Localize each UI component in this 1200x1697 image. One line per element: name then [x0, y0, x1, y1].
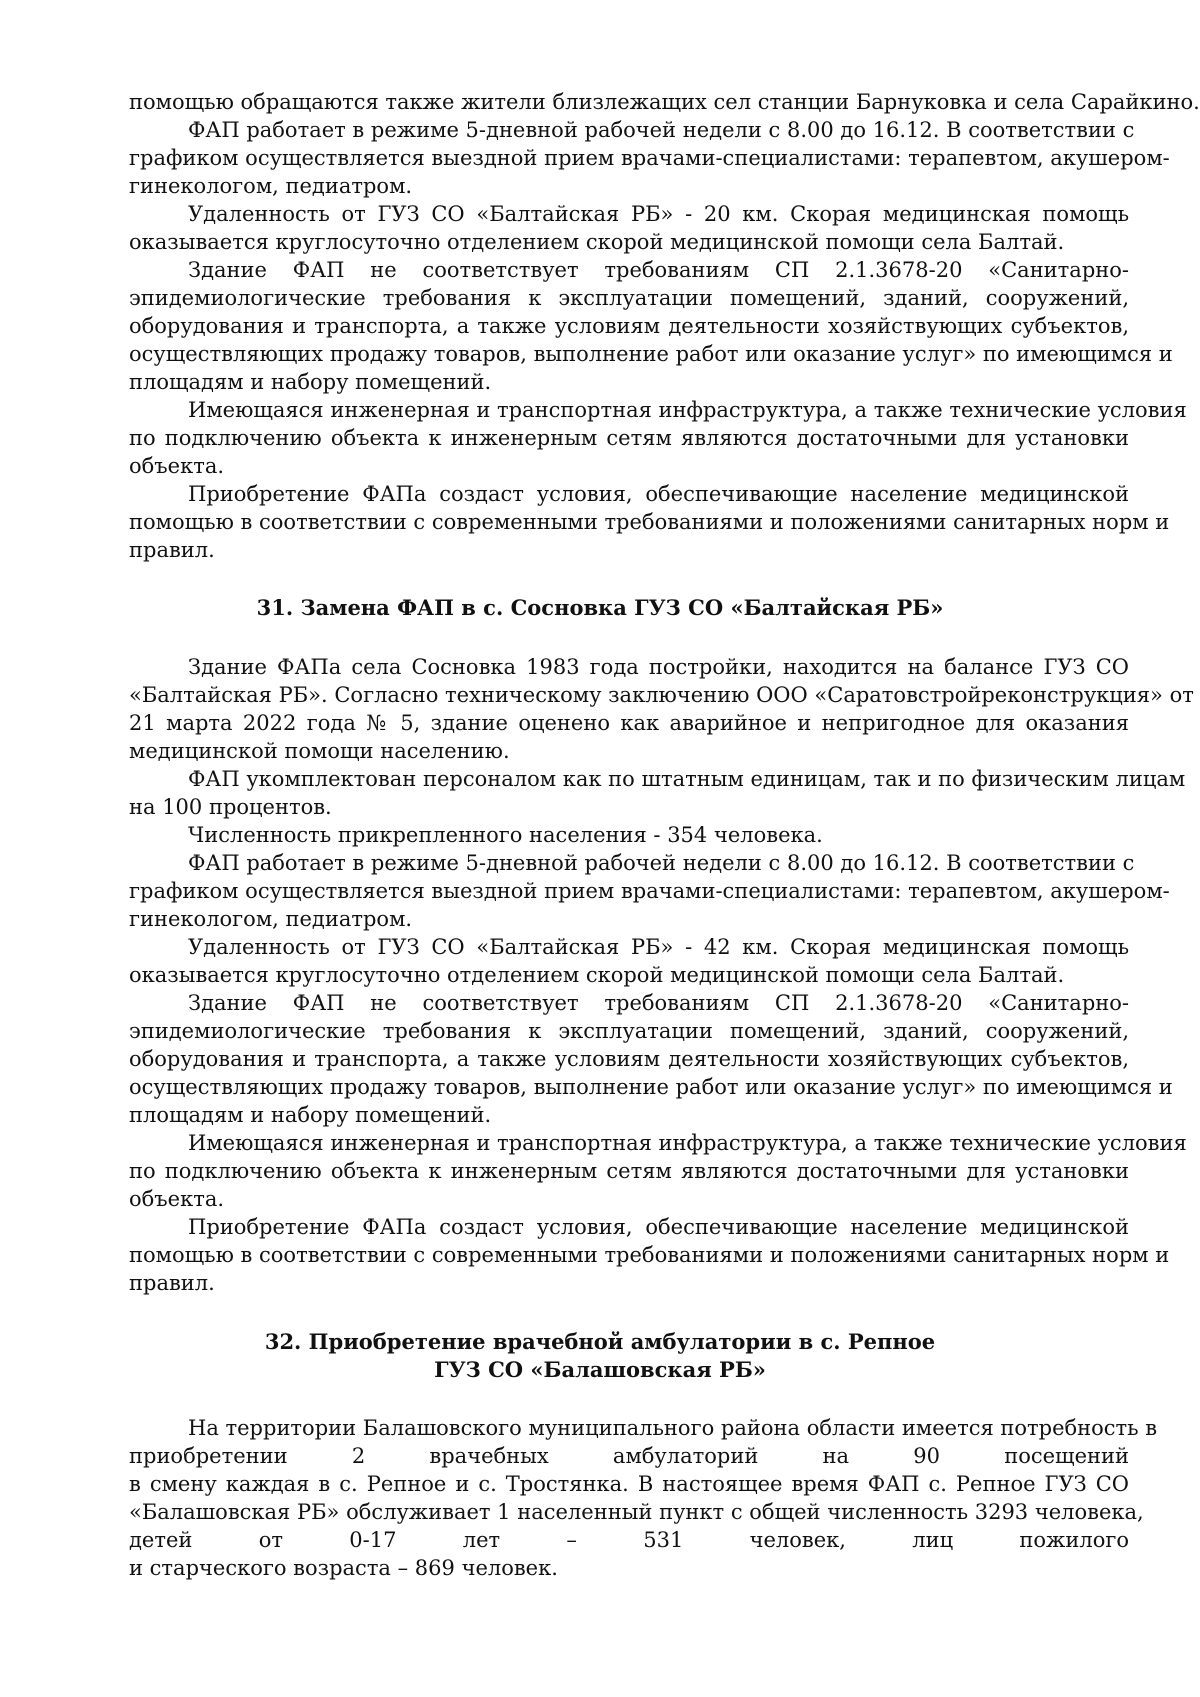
section-31-line: Численность прикрепленного населения - 354 человека. [188, 823, 823, 847]
intro-line: Удаленность от ГУЗ СО «Балтайская РБ» - 20 км. Скорая медицинская помощь [188, 202, 1129, 226]
section-31-line: Здание ФАПа села Сосновка 1983 года постройки, находится на балансе ГУЗ СО [188, 655, 1129, 679]
intro-line: оборудования и транспорта, а также условиям деятельности хозяйствующих субъектов, [129, 314, 1129, 338]
section-31-line: гинекологом, педиатром. [129, 907, 413, 931]
section-31-line: ФАП работает в режиме 5-дневной рабочей недели с 8.00 до 16.12. В соответствии с [188, 851, 1135, 875]
intro-line: Имеющаяся инженерная и транспортная инфраструктура, а также технические условия [188, 398, 1187, 422]
section-31-line: помощью в соответствии с современными требованиями и положениями санитарных норм и [129, 1243, 1170, 1267]
section-32-heading-sub: ГУЗ СО «Балашовская РБ» [434, 1357, 766, 1382]
section-31-line: оборудования и транспорта, а также условиям деятельности хозяйствующих субъектов, [129, 1047, 1129, 1071]
section-31-line: «Балтайская РБ». Согласно техническому заключению ООО «Саратовстройреконструкция» от [129, 683, 1194, 707]
section-31-line: эпидемиологические требования к эксплуатации помещений, зданий, сооружений, [129, 1019, 1129, 1043]
intro-line: объекта. [129, 454, 225, 478]
intro-line: ФАП работает в режиме 5-дневной рабочей недели с 8.00 до 16.12. В соответствии с [188, 118, 1135, 142]
intro-line: оказывается круглосуточно отделением скорой медицинской помощи села Балтай. [129, 230, 1065, 254]
section-31-line: объекта. [129, 1187, 225, 1211]
intro-line: по подключению объекта к инженерным сетям являются достаточными для установки [129, 426, 1129, 450]
intro-line: площадям и набору помещений. [129, 370, 492, 394]
intro-line: гинекологом, педиатром. [129, 174, 413, 198]
intro-line: Приобретение ФАПа создаст условия, обеспечивающие население медицинской [188, 482, 1129, 506]
section-31-line: ФАП укомплектован персоналом как по штатным единицам, так и по физическим лицам [188, 767, 1186, 791]
section-31-line: площадям и набору помещений. [129, 1103, 492, 1127]
intro-line: Здание ФАП не соответствует требованиям СП 2.1.3678-20 «Санитарно- [188, 258, 1129, 282]
section-31-line: графиком осуществляется выездной прием врачами-специалистами: терапевтом, акушером- [129, 879, 1170, 903]
section-31-line: Имеющаяся инженерная и транспортная инфраструктура, а также технические условия [188, 1131, 1187, 1155]
section-32-line: и старческого возраста – 869 человек. [129, 1556, 558, 1580]
section-31-heading: 31. Замена ФАП в с. Сосновка ГУЗ СО «Балтайская РБ» [256, 595, 944, 620]
section-31-line: оказывается круглосуточно отделением скорой медицинской помощи села Балтай. [129, 963, 1065, 987]
section-32-line: «Балашовская РБ» обслуживает 1 населенный пункт с общей численность 3293 человека, [129, 1500, 1144, 1524]
intro-line: правил. [129, 538, 215, 562]
intro-line: помощью в соответствии с современными требованиями и положениями санитарных норм и [129, 510, 1170, 534]
section-32-line: На территории Балашовского муниципального района области имеется потребность в [188, 1416, 1158, 1440]
section-31-line: Удаленность от ГУЗ СО «Балтайская РБ» - 42 км. Скорая медицинская помощь [188, 935, 1129, 959]
section-31-line: медицинской помощи населению. [129, 739, 510, 763]
section-31-line: осуществляющих продажу товаров, выполнение работ или оказание услуг» по имеющимся и [129, 1075, 1173, 1099]
section-32-line: детей от 0-17 лет – 531 человек, лиц пожилого [129, 1528, 1129, 1552]
section-32-line: в смену каждая в с. Репное и с. Тростянка. В настоящее время ФАП с. Репное ГУЗ СО [129, 1472, 1129, 1496]
intro-line: эпидемиологические требования к эксплуатации помещений, зданий, сооружений, [129, 286, 1129, 310]
section-31-line: 21 марта 2022 года № 5, здание оценено как аварийное и непригодное для оказания [129, 711, 1129, 735]
intro-line: помощью обращаются также жители близлежащих сел станции Барнуковка и села Сарайкино. [129, 90, 1200, 114]
section-32-line: приобретении 2 врачебных амбулаторий на 90 посещений [129, 1444, 1129, 1468]
section-31-line: Приобретение ФАПа создаст условия, обеспечивающие население медицинской [188, 1215, 1129, 1239]
section-31-line: правил. [129, 1271, 215, 1295]
section-32-heading: 32. Приобретение врачебной амбулатории в с. Репное [264, 1329, 936, 1354]
section-31-line: по подключению объекта к инженерным сетям являются достаточными для установки [129, 1159, 1129, 1183]
section-31-line: на 100 процентов. [129, 795, 332, 819]
section-31-line: Здание ФАП не соответствует требованиям СП 2.1.3678-20 «Санитарно- [188, 991, 1129, 1015]
intro-line: осуществляющих продажу товаров, выполнение работ или оказание услуг» по имеющимся и [129, 342, 1173, 366]
intro-line: графиком осуществляется выездной прием врачами-специалистами: терапевтом, акушером- [129, 146, 1170, 170]
